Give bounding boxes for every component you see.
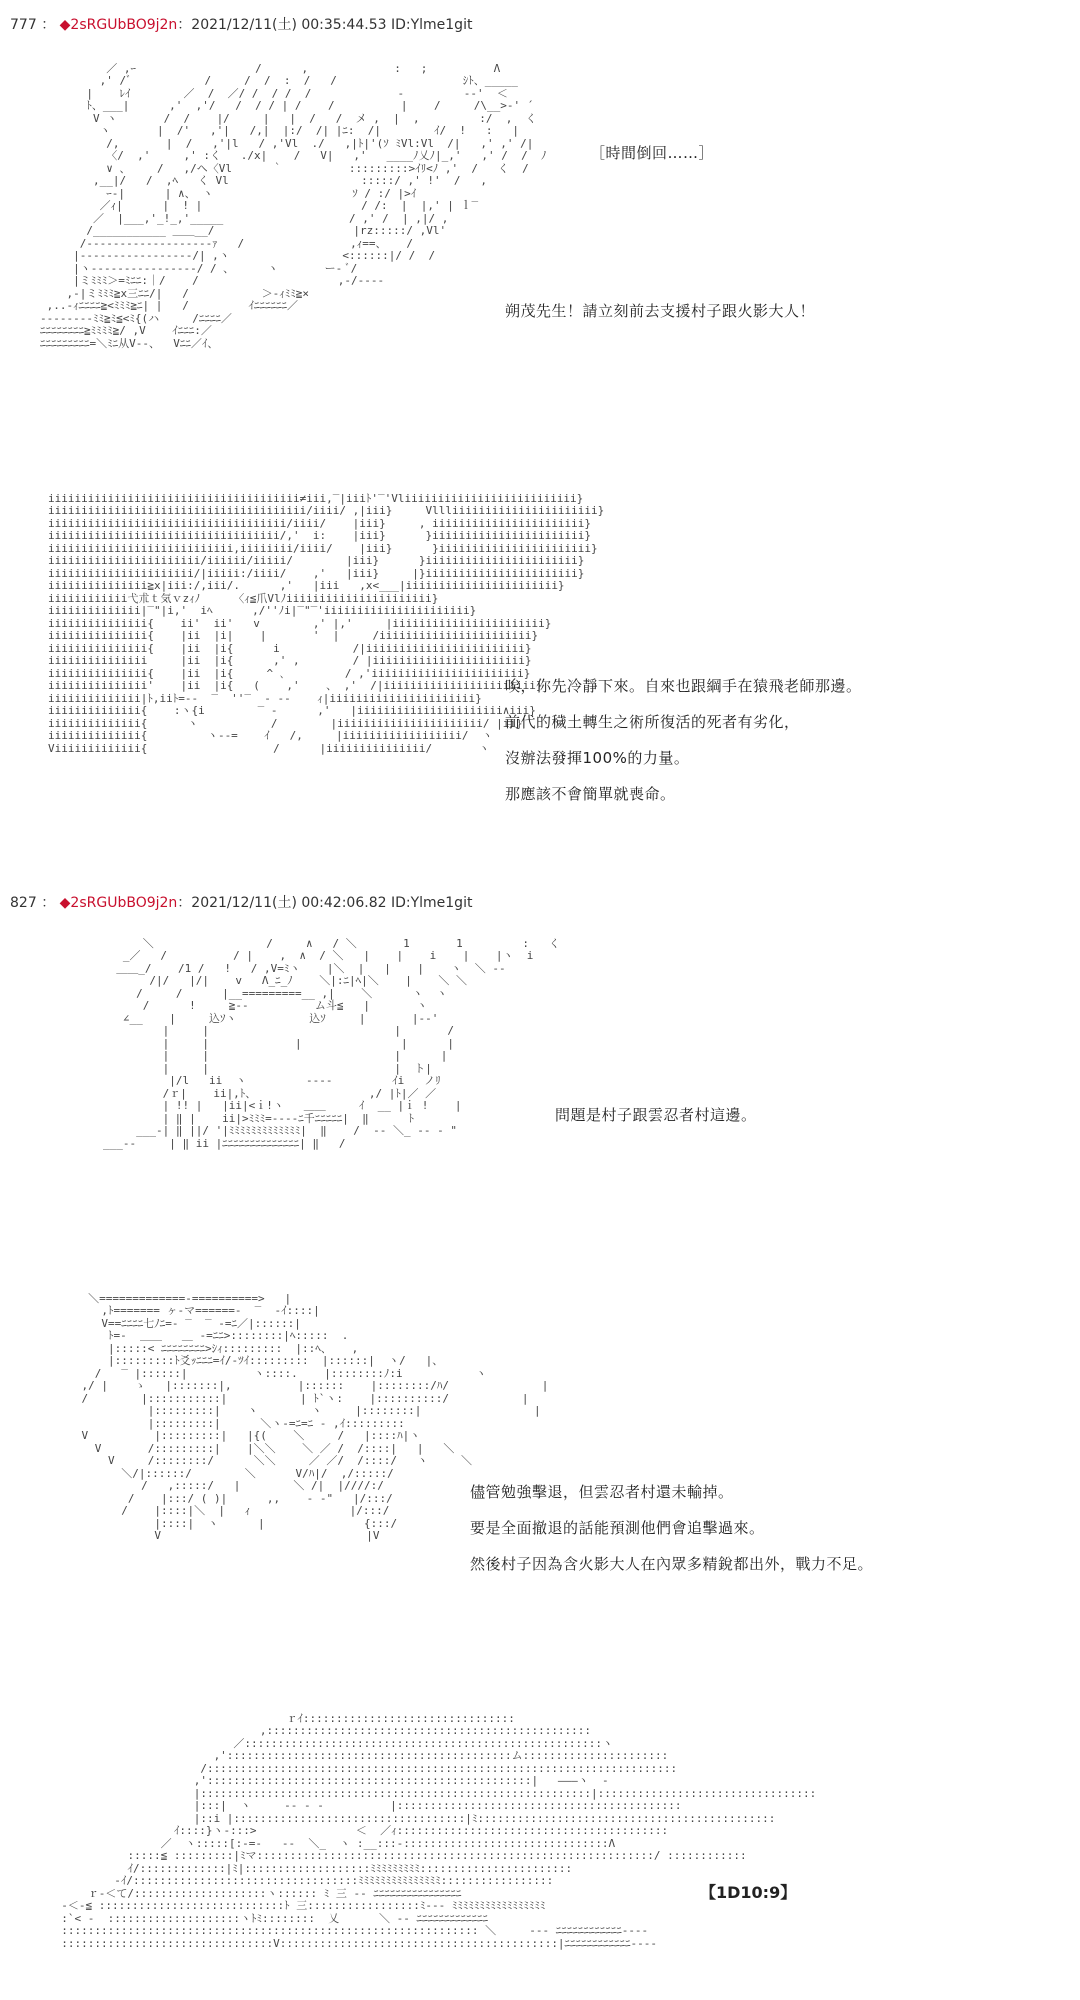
post-number: 777 (10, 17, 37, 33)
post-separator: ： (41, 17, 56, 33)
ascii-art-hat-figure: ｒｲ:::::::::::::::::::::::::::::::: ,::::::::::::::::::::::::::::::::::::::::::::::::: ／::::::::::::::::::::::::::::::::::::::::::::::::::::::ヽ ,':::::::::::::::::::::::::::::::::::::::::::ム:::::::::::::::::::::: /::::::::::::::::::::::::::::::::::::::::::::::::::::::::::::::::::::::: ,':::::::::::::::::::::::::::::::::::::::::::::::::| ―――ヽ ‐ |:::::::::::::::::::::::::::::::::::::::::::::::::::::::::::|::::::::::::::::::::::::::::::::: |:::| ヽ ‐‐ ‐ - |::::::::::::::::::::::::::::::::::::::::::: |::i |:::::::::::::::::::::::::::::::::::|ﾐ::::::::::::::::::::::::::::::::::::::::::::: ｲ::::}ヽ‐:::> ＜ ／ｨ::::::::::::::::::::::::::::::::::::::::: ／ ヽ:::::[:-=- ‐‐ ＼_ ヽ :__:::-:::::::::::::::::::::::::::::::Λ :::::≦ :::::::::|ﾐマ::::::::::::::::::::::::::::::::::::::::::::::::::::::::::::/ :::::::::::: ｲ/:::::::::::::|ﾐ|:::::::::::::::::::ﾐﾐﾐﾐﾐﾐﾐﾐﾐ::::::::::::::::::::::: -ｲ/::::::::::::::::::::::::::::::::::ﾐﾐﾐﾐﾐﾐﾐﾐﾐﾐﾐﾐﾐﾐﾐ::::::::::::::::: ｒ-＜て/::::::::::::::::::::ヽ:::::: ﾐ 三 ‐‐ ﾆﾆﾆﾆﾆﾆﾆﾆﾆﾆﾆﾆﾆﾆﾆﾆ ‐＜‐≦ ::::::::::::::::::::::::::::ﾄ 三:::::::::::::::::ﾐ‐‐‐ ﾐﾐﾐﾐﾐﾐﾐﾐﾐﾐﾐﾐﾐﾐﾐﾐﾐ :`< ‐ ::::::::::::::::::::ヽﾄﾐ:::::::: 乂 ＼ ‐‐ ﾆﾆﾆﾆﾆﾆﾆﾆﾆﾆﾆﾆﾆ ::::::::::::::::::::::::::::::::::::::::::::::::::::::::::::::: ＼ ‐‐‐ ﾆﾆﾆﾆﾆﾆﾆﾆﾆﾆﾆﾆ‐‐‐‐ ::::::::::::::::::::::::::::::::V::::::::::::::::::::::::::::::::::::::::::|ﾆﾆﾆﾆﾆﾆﾆﾆﾆﾆﾆﾆ‐‐‐‐ (61, 1711, 817, 1950)
ascii-art-shadowed-figure: iiiiiiiiiiiiiiiiiiiiiiiiiiiiiiiiiiiiii≠iii,‾|iiiﾄ'‾'Vliiiiiiiiiiiiiiiiiiiiiiiiii} iiiiiiiiiiiiiiiiiiiiiiiiiiiiiiiiiiiiiii/iiii/ ,|iii} Vllliiiiiiiiiiiiiiiiiiiiii} iiiiiiiiiiiiiiiiiiiiiiiiiiiiiiiiiiii/iiii/ |iii} , iiiiiiiiiiiiiiiiiiiiiii} iiiiiiiiiiiiiiiiiiiiiiiiiiiiiiiiiii/,' i: |iii} }iiiiiiiiiiiiiiiiiiiiiii} iiiiiiiiiiiiiiiiiiiiiiiiiiii,iiiiiiii/iiii/ |iii} }iiiiiiiiiiiiiiiiiiiiiii} iiiiiiiiiiiiiiiiiiiiiii/iiiiii/iiiii/ |iii} }iiiiiiiiiiiiiiiiiiiiiii} iiiiiiiiiiiiiiiiiiiiii/|iiiii:/iiii/ ,' |iii} |}iiiiiiiiiiiiiiiiiiiiiii} iiiiiiiiiiiiiii≧x|iii:/,iii/. ,' |iii ,x<___|iiiiiiiiiiiiiiiiiiiiiii} iiiiiiiiiiii弋朮ｔ気ｖzｨﾉ 〈ｨ≦爪Vlﾉiiiiiiiiiiiiiiiiiiiiii} iiiiiiiiiiiiii|‾"|i,' iﾍ ,/''ﾉi|‾"‾'iiiiiiiiiiiiiiiiiiiiii} iiiiiiiiiiiiiii{ ii' ii' v ,' |,' |iiiiiiiiiiiiiiiiiiiiiii} iiiiiiiiiiiiiii{ |ii |i| | ' | /iiiiiiiiiiiiiiiiiiiiiii} iiiiiiiiiiiiiii{ |ii |i{ i /|iiiiiiiiiiiiiiiiiiiiiiii} iiiiiiiiiiiiiii |ii |i{ ,' , / |iiiiiiiiiiiiiiiiiiiiiii} iiiiiiiiiiiiiii{ |ii |i{ ^ ､ / ,'iiiiiiiiiiiiiiiiiiiiiii} iiiiiiiiiiiiiii' |ii |i{ ( ,' 、 ,' /|iiiiiiiiiiiiiiiiiiiiiii} iiiiiiiiiiiiii|ﾄ,iiﾄ=‐‐ ‾ ''‾ ‐ ‐- ｨ|iiiiiiiiiiiiiiiiiiiiii} iiiiiiiiiiiiii{ :ヽ{i ‾ ‐ ,' |iiiiiiiiiiiiiiiiiiiiii∧iii} iiiiiiiiiiiiii{ ヽ / |iiiiiiiiiiiiiiiiiiiiii/ |ii} iiiiiiiiiiiiii{ ヽ--= ｲ /, |iiiiiiiiiiiiiiiiii/ ヽ Viiiiiiiiiiiii{ / |iiiiiiiiiiiiiii/ ヽ (48, 491, 605, 755)
dialog-block-2: 唉，你先冷靜下來。自來也跟綱手在猿飛老師那邊。 前代的穢土轉生之術所復活的死者有劣化， 沒辦法發揮100%的力量。 那應該不會簡單就喪命。 (505, 677, 862, 803)
trip-diamond-icon: ◆ (59, 17, 71, 33)
dice-roll-result: 【1D10:9】 (700, 1883, 797, 1902)
dialog-flashback: ［時間倒回……］ (590, 144, 715, 162)
trip-code[interactable]: 2sRGUbBO9j2n (70, 17, 178, 33)
ascii-art-masked-figure: ＼=============-==========> | ,ﾄ======= ヶ-マ======- ‾ ‐ｲ::::| V==ﾆﾆﾆﾆ七ﾉﾆ=- ‾ ‾ ‐=ﾆ／|::::::| ﾄ=- ＿＿ ＿ -=ﾆﾆ>::::::::|ﾍ::::: . |:::::< ﾆﾆﾆﾆﾆﾆﾆﾆ>ｼｨ::::::::: |::ﾍ、 , |:::::::::ﾄ爻ｯﾆﾆﾆ=ｲ/-ﾂｲ::::::::: |::::::| ヽ/ |、 / ‾ |::::::| ヽ::::. |::::::::ﾉ:i ヽ ,/ | ゝ |:::::::|, |:::::: |::::::::/ﾊ/ | / |:::::::::::| | ﾄ`ヽ: |::::::::::/ | |:::::::::| ヽ ヽ |::::::::| | |:::::::::| ＼ヽ-=ﾆ=ﾆ - ,ｲ::::::::: V |:::::::::| |{( ＼ / |::::ﾊ|ヽ V /:::::::::| |＼＼ ＼ ／ / /::::| | ＼ V /::::::::/ ＼＼ ／ ／/ /::::/ ヽ ＼ ＼/|::::::/ ＼ V/ﾊ|/ ,/:::::/ / ,:::::/ | ＼ /| |////:/ / |:::/ ( )| ,, ‐ ‐" |/:::/ / |::::|＼ | ｨ |/:::/ |::::| ヽ | {:::/ V |V (81, 1291, 549, 1542)
post-date-id: ：2021/12/11(土) 00:42:06.82 ID:Ylme1git (177, 895, 473, 911)
trip-diamond-icon: ◆ (59, 895, 71, 911)
trip-code[interactable]: 2sRGUbBO9j2n (70, 895, 178, 911)
dialog-line-1: 朔茂先生！請立刻前去支援村子跟火影大人！ (505, 302, 816, 320)
ascii-art-spiky-hair-character: ／ ,ｰ / , : ; Λ ,' /ﾞ / / / : / / ｼﾄ、_____ | ﾚｲ ／ / ／/ / / / / - ‐‐' ＜ ﾄ、___| ,' ,'/ / / / | / / | / /\__>-' ´ V ヽ / / |/ | | / / メ , | , :/ , く ヽ | /' ,'| /,| |:/ /| |ﾆ: /| ｲ/ ! : | /, | / ,'|l / ,'Vl ./ ,|ﾄ|'(ｿ ﾐVl:Vl /| ,' ,' /| 〈/ ,' ,' :く ./x| / V| ,' ____ﾉ乂ﾉ|_,' ,' / / ﾉ ∨ 、 / ,/ヘ〈Vl ｀ :::::::::>ｲﾘ<ﾉ ,' / く / ,__|/ / ,ﾍ く Vl :::::/ ,' !' / , ｰ-| | ∧、 ヽ ｿ / :/ |>ｲ ／ｨ| | ! | / /: | |,' | ｌ‾ ／ |___,'_!_,'_____ / ,' / | ,|/ , /___________ ＿＿__/ |rz:::::/ ,Vl' /‐‐‐‐‐‐‐‐‐‐‐‐‐‐‐‐‐‐‐ｧ / ,ｨ==、 / |‐‐‐‐‐‐‐‐‐‐‐‐‐‐‐‐‐/| ,ヽ <::::::|/ / / |ヽ‐‐‐‐‐‐‐‐‐‐‐‐‐‐‐‐/ / 、 ヽ ー‐ ﾞ/ |ミﾐﾐﾐ＞=ﾐﾆﾆ:｜/ / ,‐/‐‐‐‐ ,-|ミﾐﾐﾐ≧x三ﾆﾆ/| / ＞-ｨﾐﾐ≧× ,..-ｨﾆﾆﾆﾆ≧<ﾐﾐﾐ≧ﾆ| | / ｲﾆﾆﾆﾆﾆﾆ／ ‐‐‐‐‐‐‐‐ﾐﾐ≧ﾐ≦<ﾐ{(ハ /ﾆﾆﾆﾆ／ ﾆﾆﾆﾆﾆﾆﾆﾆ≧ﾐﾐﾐﾐ≧/ ,V ｲﾆﾆﾆ:／ ﾆﾆﾆﾆﾆﾆﾆﾆﾆ=＼ﾐﾆ从V‐-、 Vﾆﾆ／ｲ、 (40, 61, 547, 350)
post-date-id: ：2021/12/11(土) 00:35:44.53 ID:Ylme1git (177, 17, 473, 33)
post-header-777 (10, 14, 472, 34)
dialog-block-4: 儘管勉強擊退，但雲忍者村還未輸掉。 要是全面撤退的話能預測他們會追擊過來。 然後村子因為含火影大人在內眾多精銳都出外，戰力不足。 (470, 1483, 874, 1573)
post-header-827 (10, 892, 472, 912)
dialog-line-3: 問題是村子跟雲忍者村這邊。 (555, 1106, 757, 1124)
post-separator: ： (41, 895, 56, 911)
post-number: 827 (10, 895, 37, 911)
ascii-art-worried-character: ＼ / ∧ / ＼ 1 1 : く _／ / / | , ∧ / ＼ | | i | |ヽ i ＿＿_/ /1 / ! / ,V=ﾐヽ |＼ | | | ヽ ＼ ‐‐ /|/ |/| v Λ_ﾆ_ﾉ ＼|:ﾆ|ﾍ|＼ | ＼ ＼ / / |__=========__ ,| ＼ ヽ ヽ / ! ≧‐‐ ム斗≦ | ヽ ∠__ | 込ｿヽ 込ｿ | |‐‐' | | | / | | | | | | | | | | | | ト| |/l ii ヽ ‐‐‐‐ ｲi ノﾘ /ｒ| ii|,ﾄ、 ,/ |ﾄ|／ ／ | !! | |ii|<ｉ!ヽ ＿＿ ｲ __ |ｉ ! | | ‖ | ii|>ﾐﾐﾐ=‐‐‐‐ﾆ千ﾆﾆﾆﾆﾆ| ‖ ﾄ ___-| ‖ ||/ '|ﾐﾐﾐﾐﾐﾐﾐﾐﾐﾐﾐﾐﾐ| ‖ / ‐‐ ＼_ ‐‐ ‐ " ___-- | ‖ ii |ﾆﾆﾆﾆﾆﾆﾆﾆﾆﾆﾆﾆﾆﾆ| ‖ / (102, 936, 560, 1150)
